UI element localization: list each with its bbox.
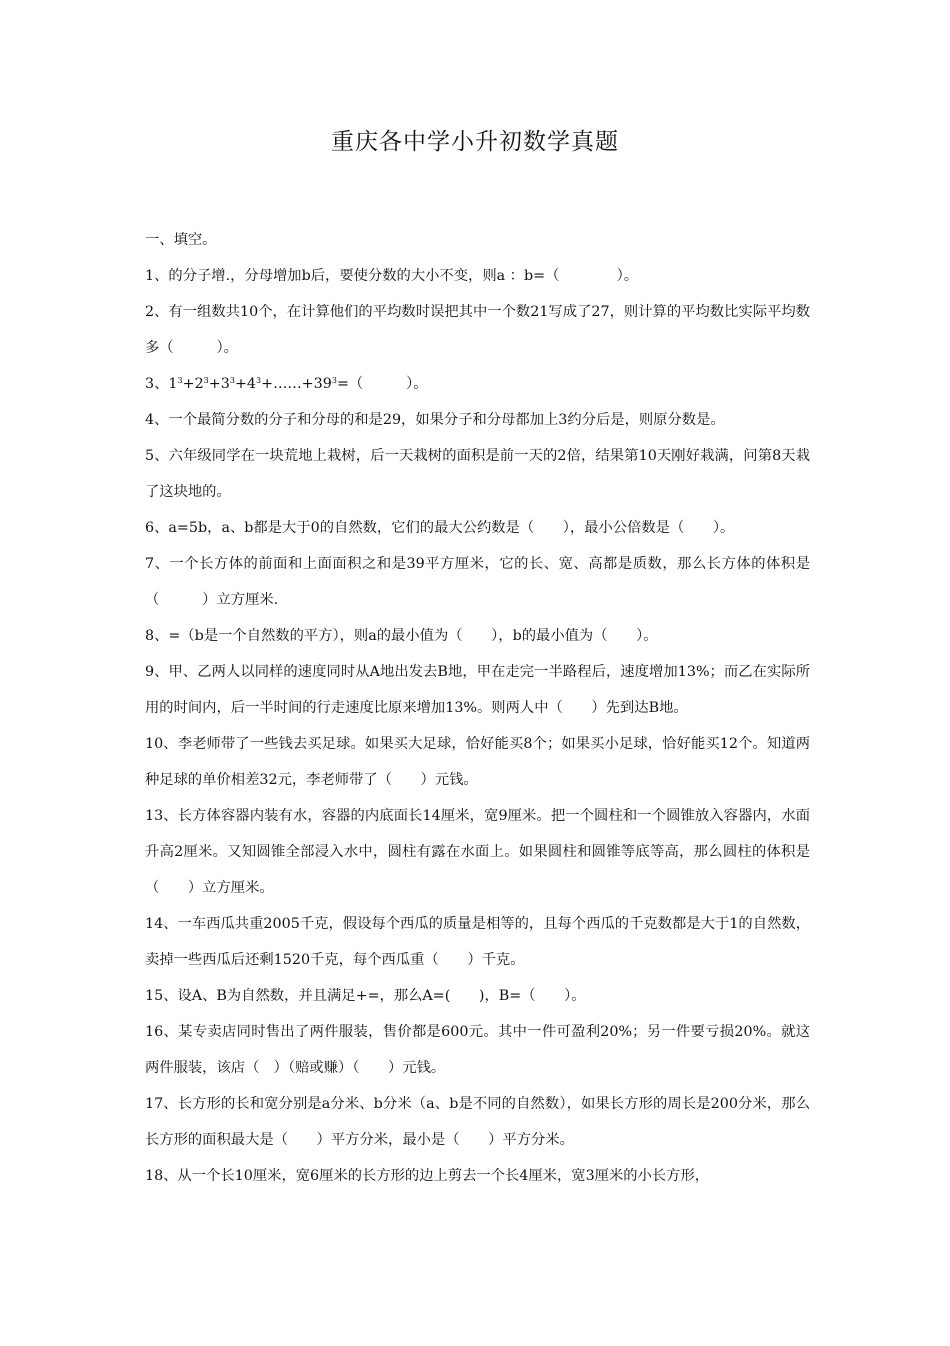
question-9: 9、甲、乙两人以同样的速度同时从A地出发去B地，甲在走完一半路程后，速度增加13%；而乙在实际所用的时间内，后一半时间的行走速度比原来增加13%。则两人中（ ）先到达B地。: [145, 664, 810, 716]
q3-exponent: 3: [256, 376, 262, 385]
q3-suffix: =（ ）。: [336, 376, 428, 392]
question-13: 13、长方体容器内装有水，容器的内底面长14厘米，宽9厘米。把一个圆柱和一个圆锥放入容器内，水面升高2厘米。又知圆锥全部浸入水中，圆柱有露在水面上。如果圆柱和圆锥等底等高，那么圆柱的体积是（ ）立方厘米。: [145, 808, 810, 896]
question-7: 7、一个长方体的前面和上面面积之和是39平方厘米，它的长、宽、高都是质数，那么长方体的体积是（ ）立方厘米.: [145, 556, 810, 608]
q3-exponent: 3: [203, 376, 209, 385]
q3-exponent: 3: [331, 376, 337, 385]
page-title: 重庆各中学小升初数学真题: [331, 129, 619, 155]
q3-term-3: +3: [208, 376, 230, 392]
section-heading: 一、填空。: [145, 232, 217, 248]
question-14: 14、一车西瓜共重2005千克，假设每个西瓜的质量是相等的，且每个西瓜的千克数都是大于1的自然数，卖掉一些西瓜后还剩1520千克，每个西瓜重（ ）千克。: [145, 916, 810, 968]
question-10: 10、李老师带了一些钱去买足球。如果买大足球，恰好能买8个；如果买小足球，恰好能买12个。知道两种足球的单价相差32元，李老师带了（ ）元钱。: [145, 736, 810, 788]
q3-exponent: 3: [229, 376, 235, 385]
q3-term-4: +4: [234, 376, 257, 392]
question-2: 2、有一组数共10个，在计算他们的平均数时误把其中一个数21写成了27，则计算的平均数比实际平均数多（ ）。: [145, 304, 810, 356]
question-15: 15、设A、B为自然数，并且满足+=，那么A=( )，B=（ ）。: [145, 988, 586, 1004]
question-18: 18、从一个长10厘米，宽6厘米的长方形的边上剪去一个长4厘米，宽3厘米的小长方形，: [145, 1168, 710, 1184]
question-4: 4、一个最简分数的分子和分母的和是29，如果分子和分母都加上3约分后是，则原分数是。: [145, 412, 725, 428]
question-16: 16、某专卖店同时售出了两件服装，售价都是600元。其中一件可盈利20%；另一件要亏损20%。就这两件服装，该店（ ）（赔或赚）（ ）元钱。: [145, 1024, 810, 1076]
question-3: [145, 366, 810, 402]
q3-exponent: 3: [177, 376, 183, 385]
q3-term-2: +2: [182, 376, 204, 392]
document-body: [145, 222, 810, 1194]
q3-ellipsis-term: +……+39: [261, 376, 332, 392]
question-8: 8、=（b是一个自然数的平方），则a的最小值为（ ），b的最小值为（ ）。: [145, 628, 658, 644]
question-6: 6、a=5b，a、b都是大于0的自然数，它们的最大公约数是（ ），最小公倍数是（ ）。: [145, 520, 735, 536]
question-1: 1、的分子增.，分母增加b后，要使分数的大小不变，则a ：b=（ ）。: [145, 268, 639, 284]
question-17: 17、长方形的长和宽分别是a分米、b分米（a、b是不同的自然数），如果长方形的周长是200分米，那么长方形的面积最大是（ ）平方分米，最小是（ ）平方分米。: [145, 1096, 810, 1148]
question-5: 5、六年级同学在一块荒地上栽树，后一天栽树的面积是前一天的2倍，结果第10天刚好栽满，问第8天栽了这块地的。: [145, 448, 810, 500]
q3-prefix: 3、1: [145, 376, 178, 392]
